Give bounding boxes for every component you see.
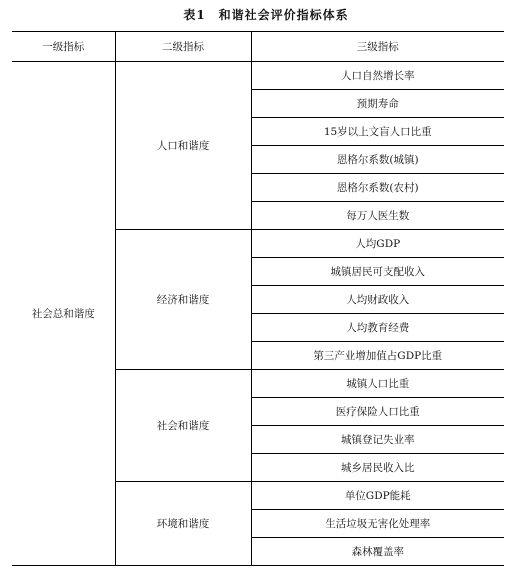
level3-cell: 人均教育经费: [251, 314, 504, 342]
level2-cell: 人口和谐度: [115, 62, 251, 230]
level3-cell: 恩格尔系数(城镇): [251, 146, 504, 174]
level3-cell: 单位GDP能耗: [251, 482, 504, 510]
table-title: 表1 和谐社会评价指标体系: [183, 8, 349, 22]
level2-cell: 社会和谐度: [115, 370, 251, 482]
level3-cell: 人均财政收入: [251, 286, 504, 314]
level3-cell: 15岁以上文盲人口比重: [251, 118, 504, 146]
level3-cell: 人均GDP: [251, 230, 504, 258]
header-level3: 三级指标: [251, 32, 504, 62]
level3-cell: 医疗保险人口比重: [251, 398, 504, 426]
level2-cell: 经济和谐度: [115, 230, 251, 370]
level3-cell: 城镇人口比重: [251, 370, 504, 398]
level3-cell: 第三产业增加值占GDP比重: [251, 342, 504, 370]
level3-cell: 森林覆盖率: [251, 538, 504, 566]
level3-cell: 每万人医生数: [251, 202, 504, 230]
level3-cell: 城镇登记失业率: [251, 426, 504, 454]
header-level2: 二级指标: [115, 32, 251, 62]
level3-cell: 预期寿命: [251, 90, 504, 118]
level3-cell: 人口自然增长率: [251, 62, 504, 90]
level3-cell: 城镇居民可支配收入: [251, 258, 504, 286]
level3-cell: 生活垃圾无害化处理率: [251, 510, 504, 538]
table-row: [12, 62, 504, 90]
header-level1: 一级指标: [12, 32, 115, 62]
level2-cell: 环境和谐度: [115, 482, 251, 566]
indicator-table: [12, 31, 504, 566]
level3-cell: 城乡居民收入比: [251, 454, 504, 482]
level3-cell: 恩格尔系数(农村): [251, 174, 504, 202]
header-row: [12, 32, 504, 62]
level1-cell: 社会总和谐度: [12, 62, 115, 566]
